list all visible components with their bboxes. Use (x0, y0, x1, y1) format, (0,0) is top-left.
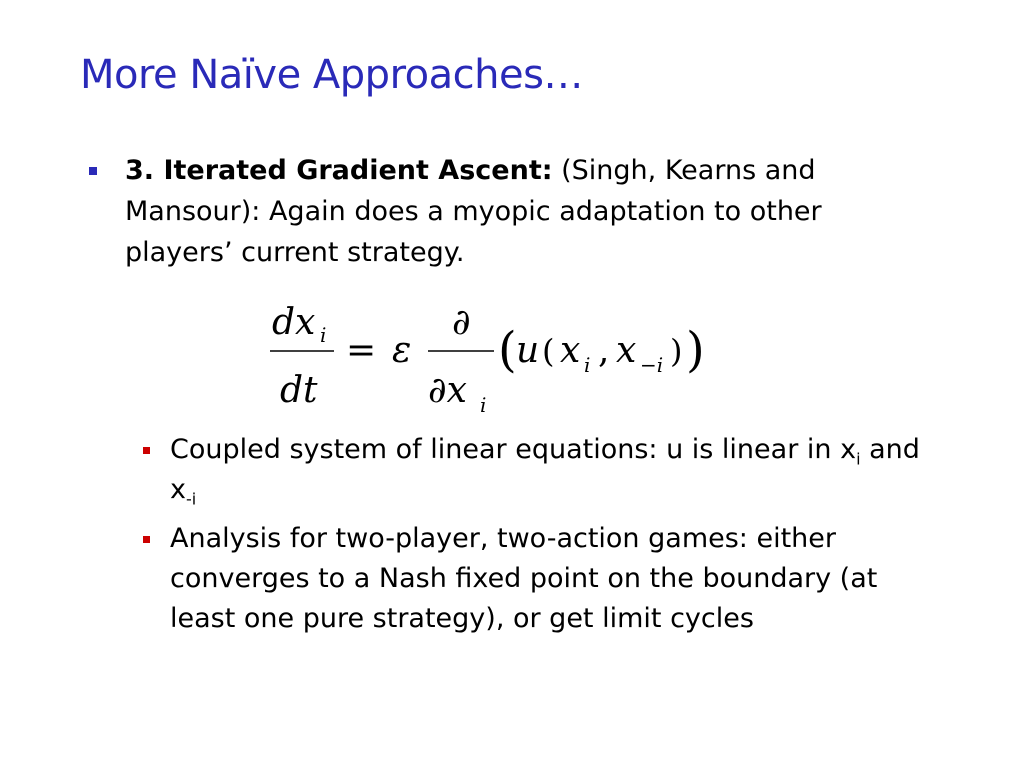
equation-svg (262, 296, 732, 426)
eq-outer-lparen: ( (498, 322, 517, 378)
eq-lhs-numerator: dx (272, 302, 316, 343)
eq-lhs-numerator-sub: i (320, 323, 327, 347)
eq-x1: x (560, 330, 581, 371)
eq-partial-denominator-sub: i (480, 393, 487, 417)
eq-outer-rparen: ) (686, 322, 705, 378)
eq-partial-denominator: ∂x (428, 370, 467, 411)
eq-equals: = (346, 330, 377, 371)
eq-x2-sub: −i (640, 353, 664, 377)
eq-epsilon: ε (392, 330, 412, 371)
bullet-body: (Singh, Kearns and Mansour): Again does a myopic adaptation to other players’ current strategy. (125, 155, 822, 268)
sub-bullet-analysis (170, 519, 920, 639)
bullet-heading: 3. Iterated Gradient Ascent: (125, 155, 553, 186)
sub-bullet-linear (170, 430, 920, 510)
eq-partial-numerator: ∂ (452, 302, 471, 343)
eq-inner-lparen: ( (542, 332, 555, 370)
sub-bullet-text: Coupled system of linear equations: u is linear in x (170, 434, 857, 465)
square-bullet-icon (89, 167, 97, 175)
main-bullet (125, 150, 925, 273)
subscript-minus-i: -i (185, 489, 197, 509)
eq-lhs-denominator: dt (280, 370, 318, 411)
eq-x1-sub: i (584, 353, 591, 377)
eq-inner-rparen: ) (670, 332, 683, 370)
gradient-equation (262, 296, 732, 426)
sub-bullet-text: Analysis for two-player, two-action games: either converges to a Nash fixed point on the boundary (at least one pure strategy), or get limit cycles (170, 523, 878, 634)
sub-bullet-mid: and x (170, 434, 920, 505)
square-bullet-icon (143, 536, 150, 543)
eq-func-u: u (516, 330, 540, 371)
subscript-i: i (856, 449, 861, 469)
eq-comma: , (598, 330, 610, 371)
slide-title: More Naïve Approaches… (80, 52, 583, 98)
square-bullet-icon (143, 447, 150, 454)
eq-x2: x (616, 330, 637, 371)
